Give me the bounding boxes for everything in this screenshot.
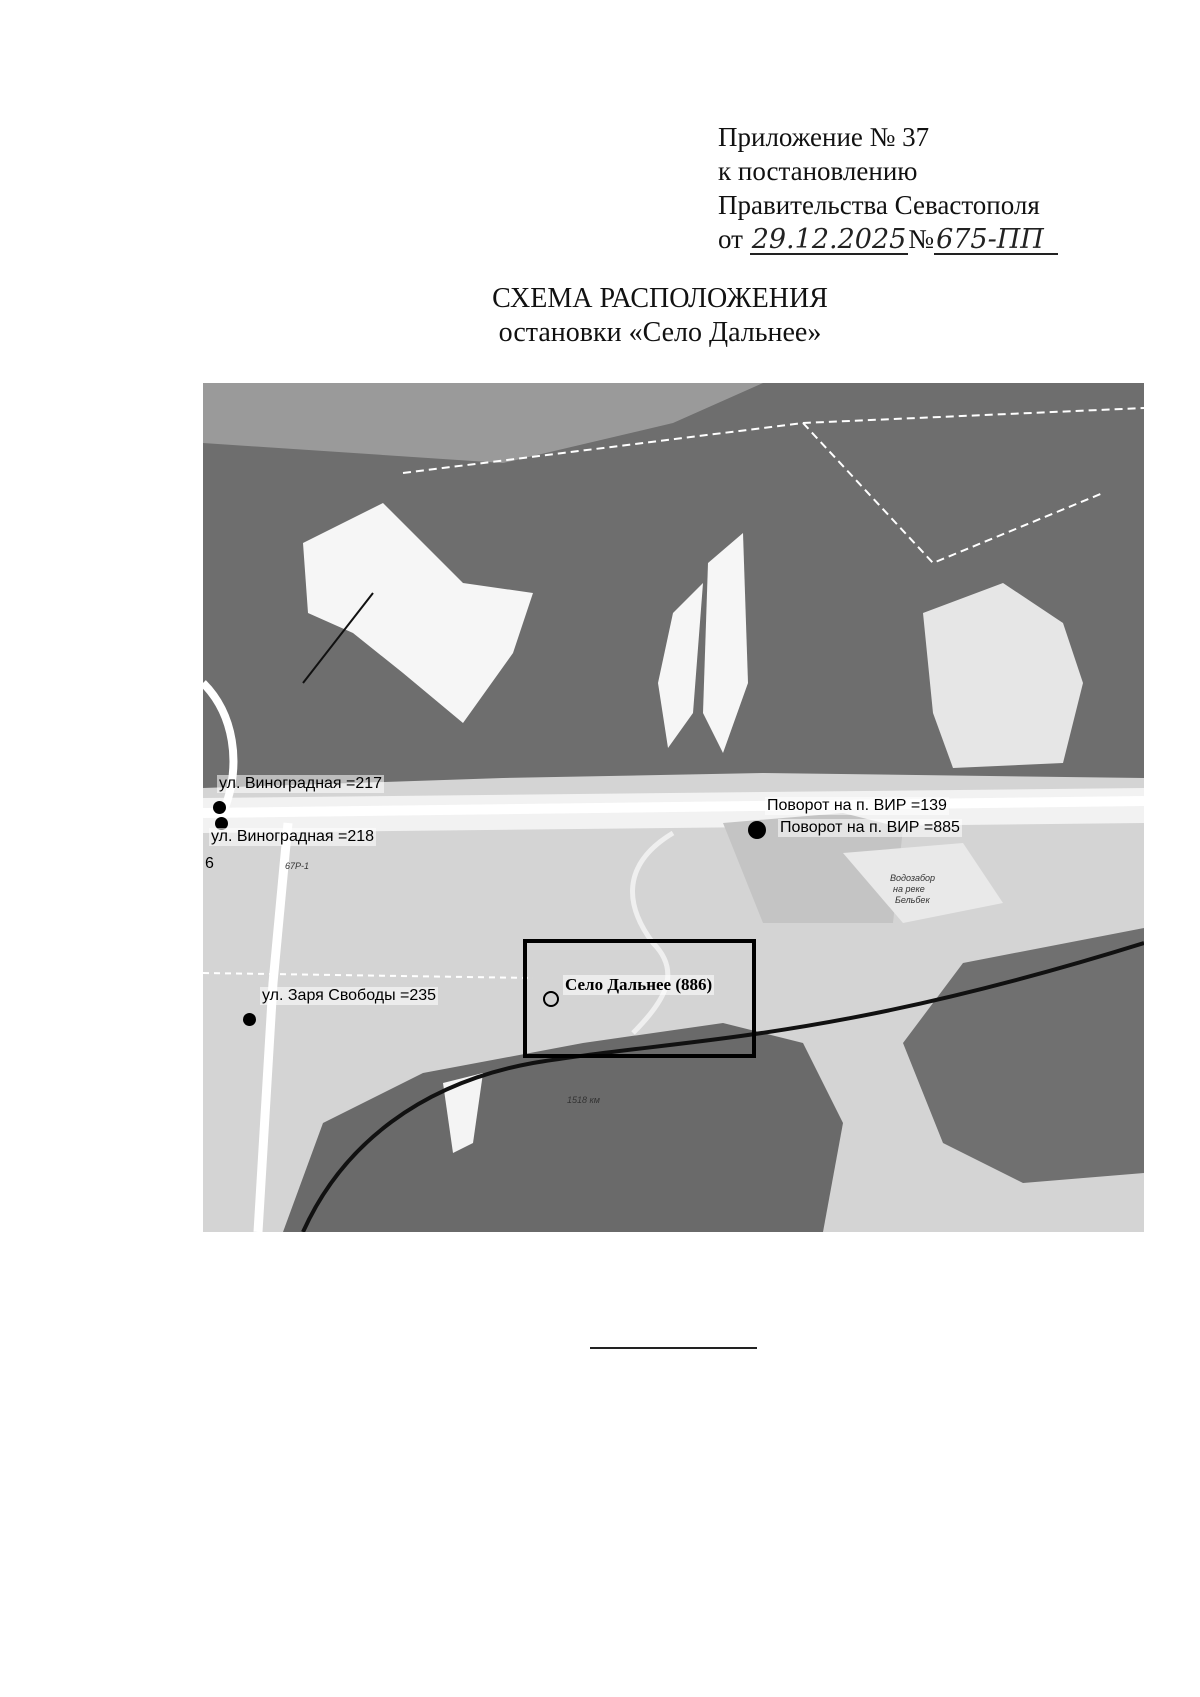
title-line-2: остановки «Село Дальнее» — [498, 317, 822, 348]
appendix-block — [718, 120, 1058, 256]
place-label: Водозабор — [890, 873, 936, 883]
stop-label-highlighted: Село Дальнее (886) — [565, 975, 713, 994]
stop-marker-selo-dalnee — [543, 991, 559, 1007]
appendix-date-line — [718, 222, 1058, 256]
appendix-line-2: к постановлению — [718, 156, 918, 186]
document-title — [0, 282, 1200, 350]
from-label: от — [718, 224, 743, 254]
map-background — [203, 383, 1144, 1232]
appendix-line-3: Правительства Севастополя — [718, 190, 1040, 220]
handwritten-date: 29.12.2025 — [751, 224, 907, 255]
stop-marker-vinogradnaya-217 — [213, 801, 226, 814]
handwritten-number: 675-ПП — [934, 227, 1058, 255]
road-label: 67Р-1 — [285, 861, 310, 871]
appendix-line-1: Приложение № 37 — [718, 122, 930, 152]
stop-label: Поворот на п. ВИР =139 — [767, 797, 947, 814]
place-label: на реке — [893, 884, 925, 894]
stop-marker-vir — [748, 821, 766, 839]
stop-label: Поворот на п. ВИР =885 — [780, 819, 960, 836]
number-label: № — [908, 224, 935, 254]
edge-number: 6 — [205, 855, 214, 872]
stop-label: ул. Виноградная =217 — [219, 775, 383, 792]
map-scheme — [203, 383, 1144, 1232]
stop-marker-zarya-svobody — [243, 1013, 256, 1026]
title-line-1: СХЕМА РАСПОЛОЖЕНИЯ — [492, 283, 828, 314]
stop-label: ул. Заря Свободы =235 — [262, 987, 437, 1004]
stop-label: ул. Виноградная =218 — [211, 828, 375, 845]
place-label: Бельбек — [895, 895, 930, 905]
km-label: 1518 км — [567, 1095, 600, 1105]
end-rule — [590, 1347, 757, 1349]
